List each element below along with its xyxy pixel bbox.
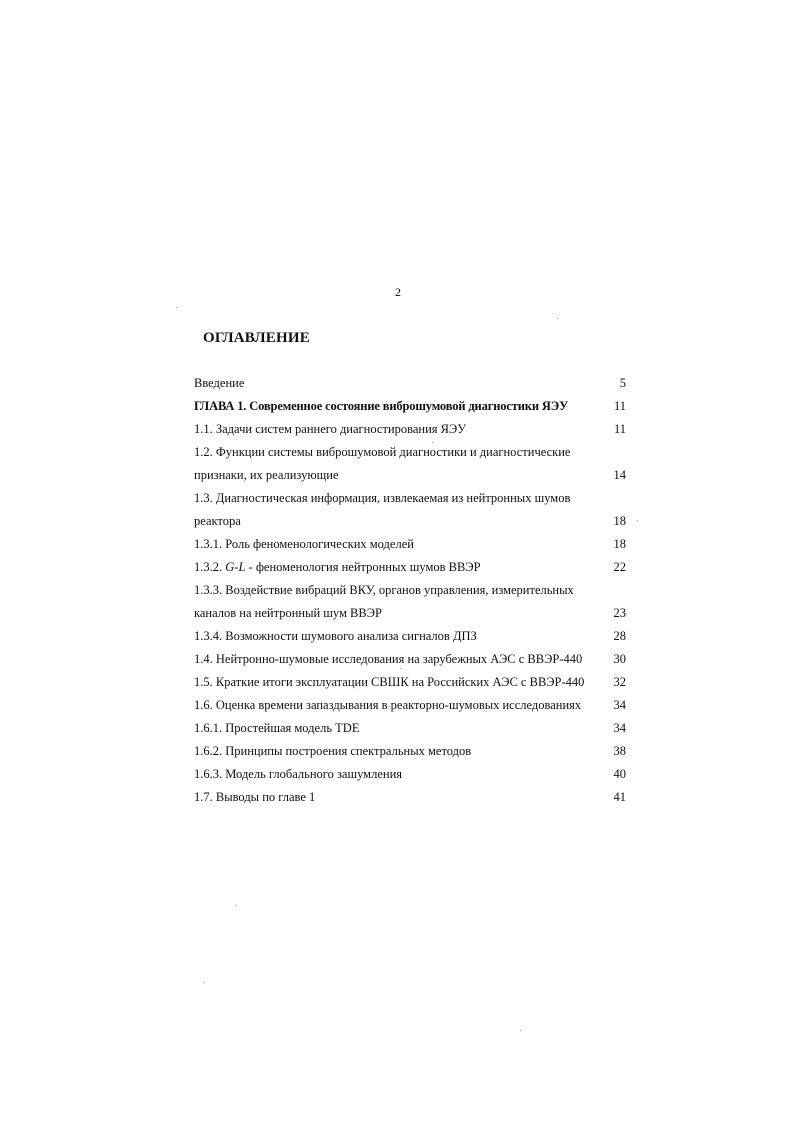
toc-entry — [194, 372, 630, 395]
toc-entry-page: 41 — [613, 790, 626, 804]
toc-entry-title: 1.1. Задачи систем раннего диагностирования ЯЭУ — [194, 422, 467, 436]
scan-speck — [432, 442, 433, 443]
toc-entry-page: 22 — [613, 560, 626, 574]
toc-entry-page: 30 — [613, 652, 626, 666]
toc-entry-page: 38 — [613, 744, 626, 758]
toc-entry-page: 18 — [613, 537, 626, 551]
toc-entry-title-suffix: - феноменология нейтронных шумов ВВЭР — [245, 560, 481, 574]
toc-entry-title: 1.3.4. Возможности шумового анализа сигналов ДПЗ — [194, 629, 477, 643]
toc-entry-title: 1.6.1. Простейшая модель TDE — [194, 721, 360, 735]
toc-entry-page: 23 — [613, 606, 626, 620]
toc-entry — [194, 648, 630, 671]
toc-entry-page: 11 — [613, 399, 626, 413]
toc-entry-page: 28 — [613, 629, 626, 643]
toc-entry — [194, 579, 630, 625]
toc-entry-title: 1.7. Выводы по главе 1 — [194, 790, 316, 804]
scan-speck — [236, 905, 237, 906]
toc-entry — [194, 533, 630, 556]
toc-entry-title: 1.6.3. Модель глобального зашумления — [194, 767, 403, 781]
toc-entry-title: Введение — [194, 376, 245, 390]
toc-entry-title: ГЛАВА 1. Современное состояние виброшумовой диагностики ЯЭУ — [194, 399, 569, 413]
scan-speck — [204, 982, 205, 983]
page-title: ОГЛАВЛЕНИЕ — [203, 330, 310, 346]
toc-entry-title: 1.3.3. Воздействие вибраций ВКУ, органов управления, измерительных каналов на нейтронный шум ВВЭР — [194, 583, 574, 620]
toc-entry-page: 32 — [613, 675, 626, 689]
toc-entry-title: 1.3.1. Роль феноменологических моделей — [194, 537, 414, 551]
toc-entry — [194, 786, 630, 809]
toc-entry-page: 14 — [613, 468, 626, 482]
toc-entry — [194, 418, 630, 441]
toc-entry-title: 1.3. Диагностическая информация, извлекаемая из нейтронных шумов реактора — [194, 491, 571, 528]
toc-entry-page: 5 — [619, 376, 626, 390]
scan-speck — [400, 668, 401, 669]
toc-entry — [194, 694, 630, 717]
toc-entry — [194, 740, 630, 763]
toc-entry-title-prefix: 1.3.2. — [194, 560, 226, 574]
toc-entry-title: 1.6. Оценка времени запаздывания в реакторно-шумовых исследованиях — [194, 698, 582, 712]
toc-entry-title: 1.5. Краткие итоги эксплуатации СВШК на Российских АЭС с ВВЭР-440 — [194, 675, 585, 689]
toc-entry — [194, 487, 630, 533]
page-number: 2 — [395, 285, 401, 299]
toc-entry — [194, 556, 630, 579]
toc-entry-title: 1.6.2. Принципы построения спектральных методов — [194, 744, 472, 758]
toc-entry — [194, 441, 630, 487]
toc-entry-page: 34 — [613, 698, 626, 712]
toc-entry-page: 18 — [613, 514, 626, 528]
toc-entry-page: 40 — [613, 767, 626, 781]
scan-speck — [176, 307, 177, 308]
scan-speck — [637, 520, 638, 521]
toc-entry — [194, 717, 630, 740]
toc-entry-page: 34 — [613, 721, 626, 735]
toc-entry — [194, 625, 630, 648]
toc-entry — [194, 763, 630, 786]
scan-speck — [557, 318, 558, 319]
toc-entry-title-italic: G-L — [225, 560, 246, 574]
toc-entry-title — [194, 556, 630, 579]
toc-entry-page: 11 — [613, 422, 626, 436]
toc-entry-title: 1.4. Нейтронно-шумовые исследования на зарубежных АЭС с ВВЭР-440 — [194, 652, 583, 666]
toc-entry-chapter — [194, 395, 630, 418]
table-of-contents — [194, 372, 630, 809]
toc-entry-title: 1.2. Функции системы виброшумовой диагностики и диагностические признаки, их реализующие — [194, 445, 571, 482]
toc-entry — [194, 671, 630, 694]
scan-speck — [520, 1030, 521, 1031]
